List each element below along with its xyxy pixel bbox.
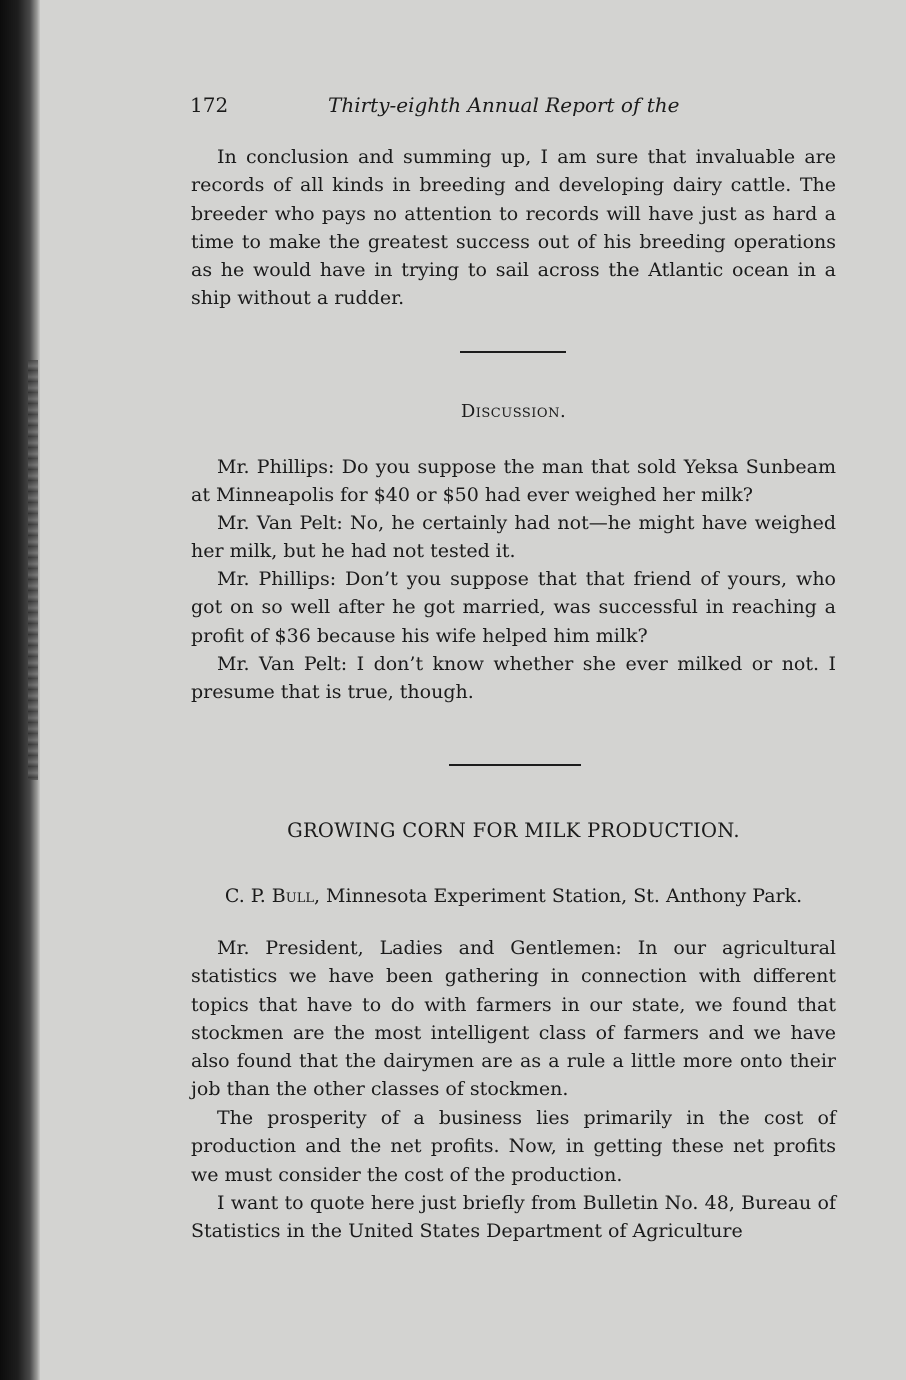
page-number: 172 (190, 93, 229, 117)
article-byline (191, 881, 836, 911)
discussion-exchange: Mr. Van Pelt: I don’t know whether she ever milked or not. I presume that is true, though. (191, 653, 836, 704)
author-affiliation: Minnesota Experiment Station, St. Anthony Park. (320, 885, 803, 907)
article-paragraph: The prosperity of a business lies primarily in the cost of production and the net profits. Now, in getting these net profits we must consider the cost of the production. (191, 1107, 836, 1186)
article-paragraph: I want to quote here just briefly from Bulletin No. 48, Bureau of Statistics in the United States Department of Agriculture (191, 1192, 836, 1243)
discussion-exchange: Mr. Phillips: Don’t you suppose that that friend of yours, who got on so well after he got married, was successful in reaching a profit of $36 because his wife helped him milk? (191, 568, 836, 647)
conclusion-paragraph: In conclusion and summing up, I am sure that invaluable are records of all kinds in breeding and developing dairy cattle. The breeder who pays no attention to records will have just as hard a time to make the greatest success out of his breeding operations as he would have in trying to sail across the Atlantic ocean in a ship without a rudder. (191, 146, 836, 310)
running-title: Thirty-eighth Annual Report of the (328, 93, 680, 117)
article-title: GROWING CORN FOR MILK PRODUCTION. (287, 819, 740, 842)
discussion-exchange: Mr. Phillips: Do you suppose the man that sold Yeksa Sunbeam at Minneapolis for $40 or $50 had ever weighed her milk? (191, 456, 836, 507)
section-divider (460, 351, 566, 353)
running-head (190, 90, 840, 120)
discussion-exchange: Mr. Van Pelt: No, he certainly had not—he might have weighed her milk, but he had not tested it. (191, 512, 836, 563)
discussion-heading: Discussion. (460, 401, 567, 422)
author-name: C. P. Bull, (224, 885, 321, 907)
article-divider (449, 764, 581, 766)
article-paragraph: Mr. President, Ladies and Gentlemen: In our agricultural statistics we have been gathering in connection with different topics that have to do with farmers in our state, we found that stockmen are the most intelligent class of farmers and we have also found that the dairymen are as a rule a little more onto their job than the other classes of stockmen. (191, 937, 836, 1101)
